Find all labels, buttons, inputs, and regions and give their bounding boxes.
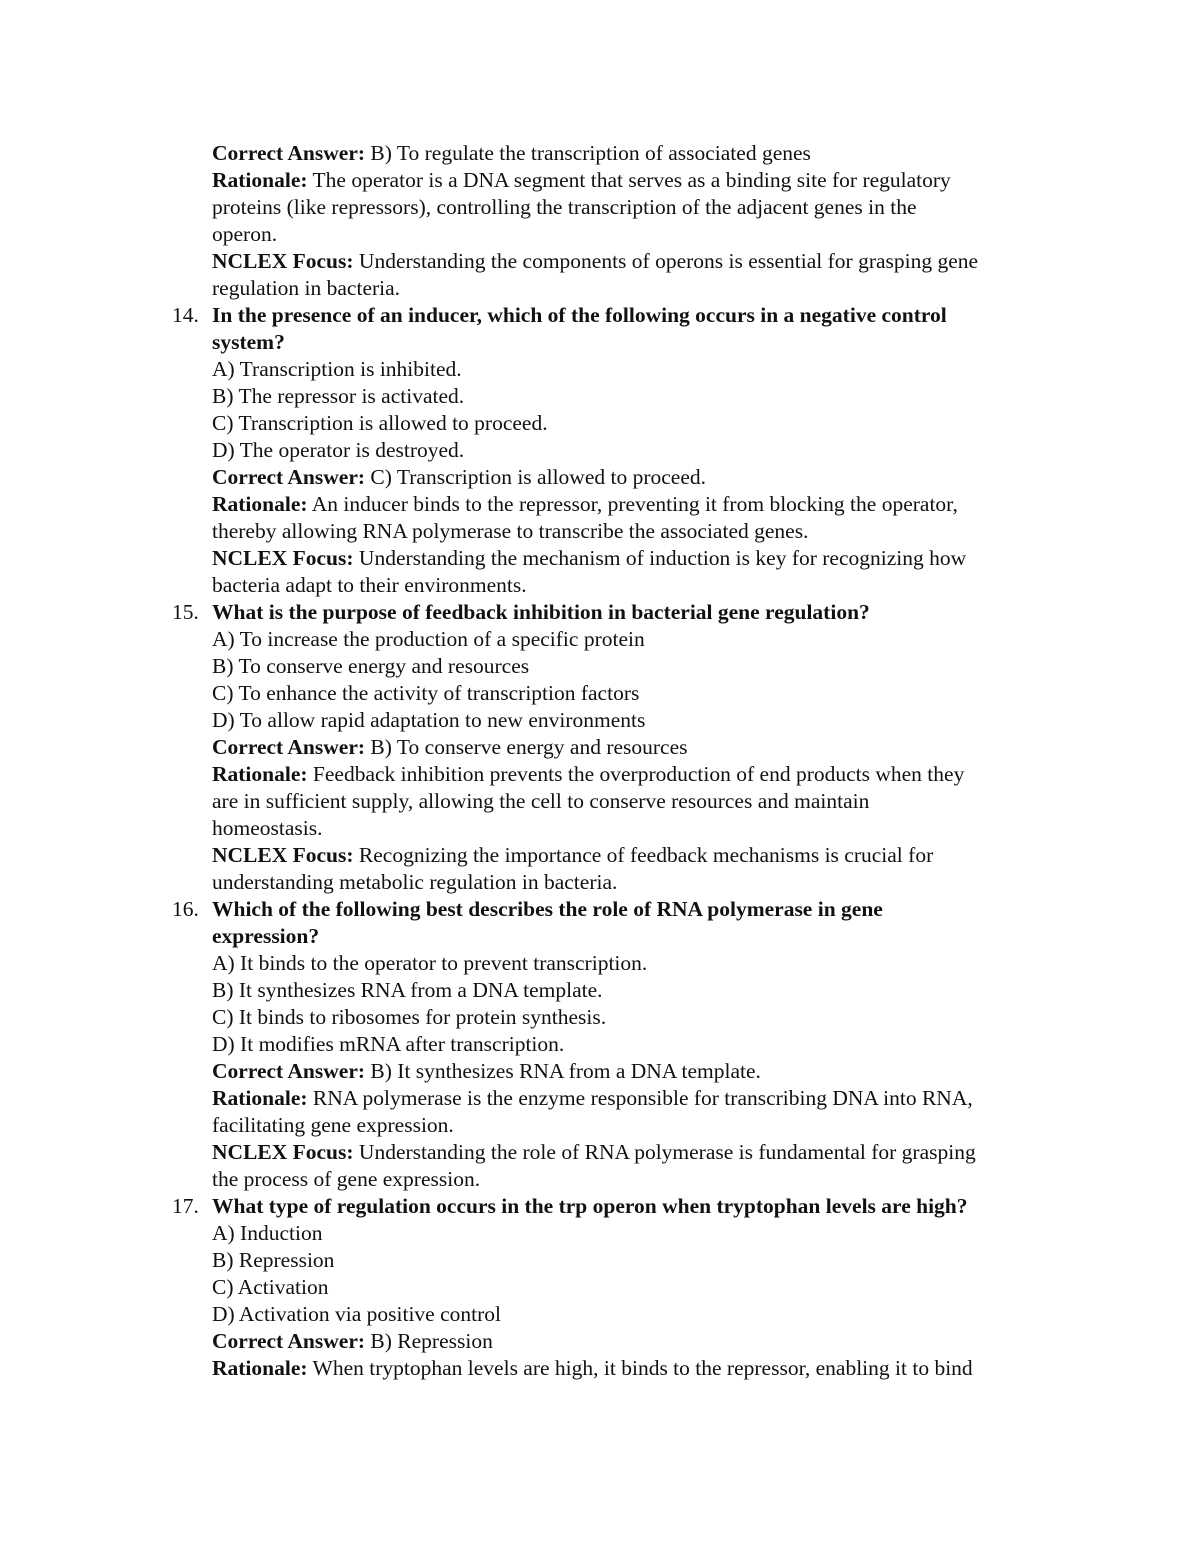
rationale-label: Rationale: [212,492,308,516]
q15-nclex-line: understanding metabolic regulation in bacteria. [212,870,618,894]
q13-correct-answer: Correct Answer: B) To regulate the transcription of associated genes [212,141,811,165]
q13-rationale-line: Rationale: The operator is a DNA segment that serves as a binding site for regulatory [212,168,951,192]
q17-rationale-line: Rationale: When tryptophan levels are high, it binds to the repressor, enabling it to bind [212,1356,973,1380]
question-number: 17. [172,1194,199,1218]
nclex-focus-label: NCLEX Focus: [212,546,354,570]
q13-rationale-line: operon. [212,222,278,246]
rationale-label: Rationale: [212,1086,308,1110]
q17-correct-answer: Correct Answer: B) Repression [212,1329,493,1353]
q14-question: 14. In the presence of an inducer, which of the following occurs in a negative control [172,303,947,327]
question-number: 15. [172,600,199,624]
rationale-label: Rationale: [212,762,308,786]
correct-answer-label: Correct Answer: [212,735,366,759]
question-number: 16. [172,897,199,921]
q15-option-d: D) To allow rapid adaptation to new environments [212,708,646,732]
q15-correct-answer: Correct Answer: B) To conserve energy and resources [212,735,688,759]
q16-question: 16. Which of the following best describes the role of RNA polymerase in gene [172,897,883,921]
q14-question: system? [212,330,285,354]
q14-rationale-line: Rationale: An inducer binds to the repressor, preventing it from blocking the operator, [212,492,958,516]
correct-answer-label: Correct Answer: [212,141,366,165]
q17-option-d: D) Activation via positive control [212,1302,502,1326]
q16-option-b: B) It synthesizes RNA from a DNA template. [212,978,603,1002]
q16-option-a: A) It binds to the operator to prevent transcription. [212,951,648,975]
q13-rationale-line: proteins (like repressors), controlling the transcription of the adjacent genes in the [212,195,917,219]
q16-nclex-line: NCLEX Focus: Understanding the role of RNA polymerase is fundamental for grasping [212,1140,976,1164]
q16-question: expression? [212,924,320,948]
q15-rationale-line: are in sufficient supply, allowing the cell to conserve resources and maintain [212,789,870,813]
rationale-label: Rationale: [212,1356,308,1380]
q14-option-b: B) The repressor is activated. [212,384,465,408]
q13-nclex-line: NCLEX Focus: Understanding the components of operons is essential for grasping gene [212,249,979,273]
q15-rationale-line: homeostasis. [212,816,323,840]
q15-option-a: A) To increase the production of a specific protein [212,627,645,651]
q14-nclex-line: NCLEX Focus: Understanding the mechanism of induction is key for recognizing how [212,546,967,570]
q14-option-a: A) Transcription is inhibited. [212,357,462,381]
q14-option-c: C) Transcription is allowed to proceed. [212,411,548,435]
q13-nclex-line: regulation in bacteria. [212,276,401,300]
q14-rationale-line: thereby allowing RNA polymerase to transcribe the associated genes. [212,519,809,543]
q15-rationale-line: Rationale: Feedback inhibition prevents the overproduction of end products when they [212,762,965,786]
q17-option-a: A) Induction [212,1221,323,1245]
q16-rationale-line: Rationale: RNA polymerase is the enzyme responsible for transcribing DNA into RNA, [212,1086,973,1110]
q16-correct-answer: Correct Answer: B) It synthesizes RNA from a DNA template. [212,1059,761,1083]
q15-nclex-line: NCLEX Focus: Recognizing the importance of feedback mechanisms is crucial for [212,843,934,867]
nclex-focus-label: NCLEX Focus: [212,1140,354,1164]
q16-option-c: C) It binds to ribosomes for protein synthesis. [212,1005,607,1029]
rationale-label: Rationale: [212,168,308,192]
nclex-focus-label: NCLEX Focus: [212,249,354,273]
correct-answer-label: Correct Answer: [212,1329,366,1353]
question-number: 14. [172,303,199,327]
q16-nclex-line: the process of gene expression. [212,1167,481,1191]
q14-option-d: D) The operator is destroyed. [212,438,465,462]
q17-option-c: C) Activation [212,1275,329,1299]
document-page [0,140,1200,1382]
q14-nclex-line: bacteria adapt to their environments. [212,573,527,597]
nclex-focus-label: NCLEX Focus: [212,843,354,867]
q15-question: 15. What is the purpose of feedback inhibition in bacterial gene regulation? [172,600,870,624]
q17-option-b: B) Repression [212,1248,335,1272]
q15-option-b: B) To conserve energy and resources [212,654,530,678]
q16-option-d: D) It modifies mRNA after transcription. [212,1032,565,1056]
q15-option-c: C) To enhance the activity of transcription factors [212,681,640,705]
q16-rationale-line: facilitating gene expression. [212,1113,454,1137]
q17-question: 17. What type of regulation occurs in the trp operon when tryptophan levels are high? [172,1194,968,1218]
correct-answer-label: Correct Answer: [212,465,366,489]
q14-correct-answer: Correct Answer: C) Transcription is allowed to proceed. [212,465,706,489]
correct-answer-label: Correct Answer: [212,1059,366,1083]
